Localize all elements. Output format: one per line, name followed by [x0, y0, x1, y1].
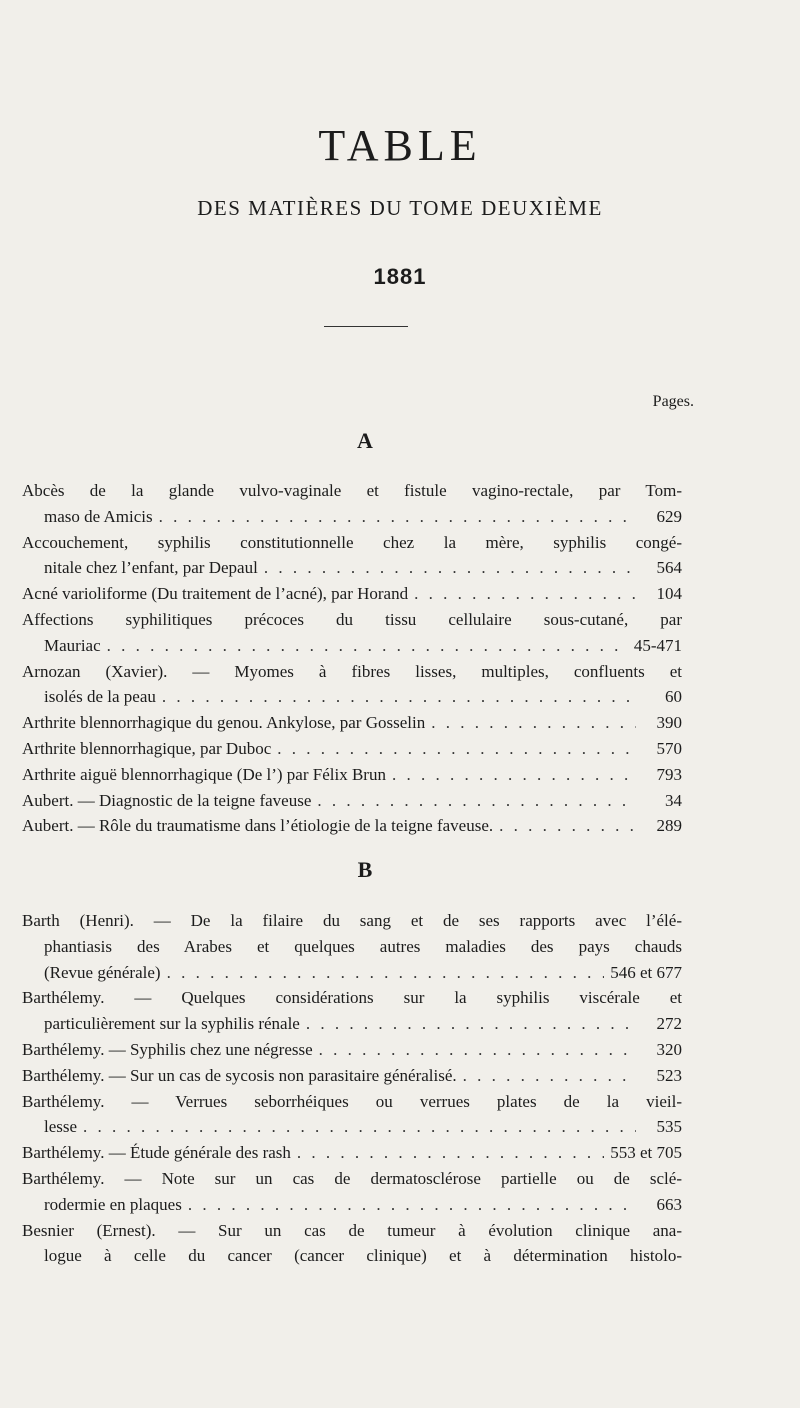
index-entry	[22, 985, 682, 1037]
dot-leader	[319, 1037, 636, 1063]
dot-leader	[188, 1192, 636, 1218]
index-entry	[22, 1063, 682, 1089]
section-letter-b: B	[357, 857, 373, 882]
entry-line: Barth (Henri). — De la filaire du sang et de ses rapports avec l’élé-	[22, 911, 682, 930]
page-number: 523	[656, 1065, 682, 1085]
entry-text: Acné varioliforme (Du traitement de l’acné), par Horand	[22, 584, 409, 604]
index-entry	[22, 1218, 682, 1270]
entry-line: Affections syphilitiques précoces du tissu cellulaire sous-cutané, par	[22, 609, 682, 629]
entry-last-line	[22, 788, 682, 814]
dot-leader	[83, 1114, 636, 1140]
entry-last-line	[22, 736, 682, 762]
index-entry	[22, 478, 682, 530]
entry-text: Mauriac	[44, 635, 101, 655]
page-number: 629	[656, 506, 682, 526]
entry-line: logue à celle du cancer (cancer clinique) et à détermination histolo-	[44, 1246, 682, 1266]
page-number: 60	[665, 687, 682, 707]
index-entry	[22, 813, 682, 839]
entry-text: Barthélemy. — Sur un cas de sycosis non parasitaire généralisé.	[22, 1065, 457, 1085]
entry-line: Abcès de la glande vulvo-vaginale et fistule vagino-rectale, par Tom-	[22, 481, 682, 500]
entry-text: nitale chez l’enfant, par Depaul	[44, 558, 258, 578]
entry-line: Barthélemy. — Note sur un cas de dermatosclérose partielle ou de sclé-	[22, 1168, 682, 1188]
index-entry	[22, 1089, 682, 1141]
dot-leader	[463, 1063, 636, 1089]
dot-leader	[162, 684, 636, 710]
dot-leader	[297, 1140, 604, 1166]
index-entry	[22, 762, 682, 788]
entry-last-line	[22, 581, 682, 607]
entry-text: Barthélemy. — Syphilis chez une négresse	[22, 1039, 313, 1059]
year-heading: 1881	[373, 264, 427, 289]
dot-leader	[431, 710, 636, 736]
section-letter-a: A	[357, 428, 373, 453]
page-number: 546 et 677	[610, 962, 682, 982]
entry-last-line	[22, 1140, 682, 1166]
entry-text: Arthrite blennorrhagique du genou. Ankylose, par Gosselin	[22, 713, 426, 733]
entry-text: Arthrite aiguë blennorrhagique (De l’) par Félix Brun	[22, 764, 386, 784]
entry-last-line	[22, 1063, 682, 1089]
index-entry	[22, 581, 682, 607]
entry-last-line	[22, 504, 682, 530]
page-title: TABLE	[318, 121, 482, 170]
index-entry	[22, 736, 682, 762]
entry-text: rodermie en plaques	[44, 1194, 182, 1214]
entry-last-line	[22, 960, 682, 986]
section-b-entries	[22, 908, 682, 1269]
index-entry	[22, 788, 682, 814]
entry-last-line	[22, 633, 682, 659]
index-entry	[22, 1166, 682, 1218]
dot-leader	[107, 633, 628, 659]
entry-line: Besnier (Ernest). — Sur un cas de tumeur à évolution clinique ana-	[22, 1220, 682, 1240]
entry-last-line	[22, 1011, 682, 1037]
entry-text: lesse	[44, 1117, 78, 1137]
entry-last-line	[22, 1114, 682, 1140]
entry-line: phantiasis des Arabes et quelques autres maladies des pays chauds	[44, 936, 682, 956]
entry-text: particulièrement sur la syphilis rénale	[44, 1014, 300, 1034]
title-rule	[324, 326, 408, 327]
page-number: 570	[656, 738, 682, 758]
entry-text: Aubert. — Rôle du traumatisme dans l’étiologie de la teigne faveuse.	[22, 816, 494, 836]
dot-leader	[306, 1011, 636, 1037]
dot-leader	[167, 960, 605, 986]
dot-leader	[392, 762, 636, 788]
entry-line: Barthélemy. — Quelques considérations sur la syphilis viscérale et	[22, 988, 682, 1008]
page-number: 663	[656, 1194, 682, 1214]
index-entry	[22, 908, 682, 985]
dot-leader	[159, 504, 636, 530]
entry-last-line	[22, 1192, 682, 1218]
page-number: 793	[656, 764, 682, 784]
pages-column-label: Pages.	[652, 393, 694, 410]
page-number: 104	[656, 584, 682, 604]
entry-last-line	[22, 1037, 682, 1063]
entry-text: Arthrite blennorrhagique, par Duboc	[22, 738, 272, 758]
entry-line: Arnozan (Xavier). — Myomes à fibres lisses, multiples, confluents et	[22, 661, 682, 681]
page-number: 272	[656, 1014, 682, 1034]
index-entry	[22, 607, 682, 659]
page-number: 390	[656, 713, 682, 733]
entry-last-line	[22, 762, 682, 788]
page-number: 564	[656, 558, 682, 578]
index-entry	[22, 530, 682, 582]
page-subtitle: DES MATIÈRES DU TOME DEUXIÈME	[197, 196, 603, 220]
index-entry	[22, 1037, 682, 1063]
entry-line: Barthélemy. — Verrues seborrhéiques ou verrues plates de la vieil-	[22, 1091, 682, 1111]
page-number: 553 et 705	[610, 1143, 682, 1163]
entry-text: Barthélemy. — Étude générale des rash	[22, 1143, 291, 1163]
dot-leader	[499, 813, 636, 839]
dot-leader	[277, 736, 636, 762]
entry-line: Accouchement, syphilis constitutionnelle chez la mère, syphilis congé-	[22, 532, 682, 552]
entry-last-line	[22, 813, 682, 839]
index-entry	[22, 1140, 682, 1166]
entry-last-line	[22, 710, 682, 736]
entry-last-line	[22, 555, 682, 581]
dot-leader	[317, 788, 636, 814]
entry-last-line	[22, 684, 682, 710]
page-number: 34	[665, 790, 682, 810]
page-number: 535	[656, 1117, 682, 1137]
page-number: 45-471	[633, 635, 682, 655]
entry-text: maso de Amicis	[44, 506, 153, 526]
page-number: 320	[656, 1039, 682, 1059]
section-a-entries	[22, 478, 682, 839]
dot-leader	[414, 581, 636, 607]
entry-text: Aubert. — Diagnostic de la teigne faveuse	[22, 790, 312, 810]
dot-leader	[264, 555, 636, 581]
page-number: 289	[656, 816, 682, 836]
entry-text: (Revue générale)	[44, 962, 161, 982]
index-entry	[22, 659, 682, 711]
entry-text: isolés de la peau	[44, 687, 156, 707]
index-entry	[22, 710, 682, 736]
